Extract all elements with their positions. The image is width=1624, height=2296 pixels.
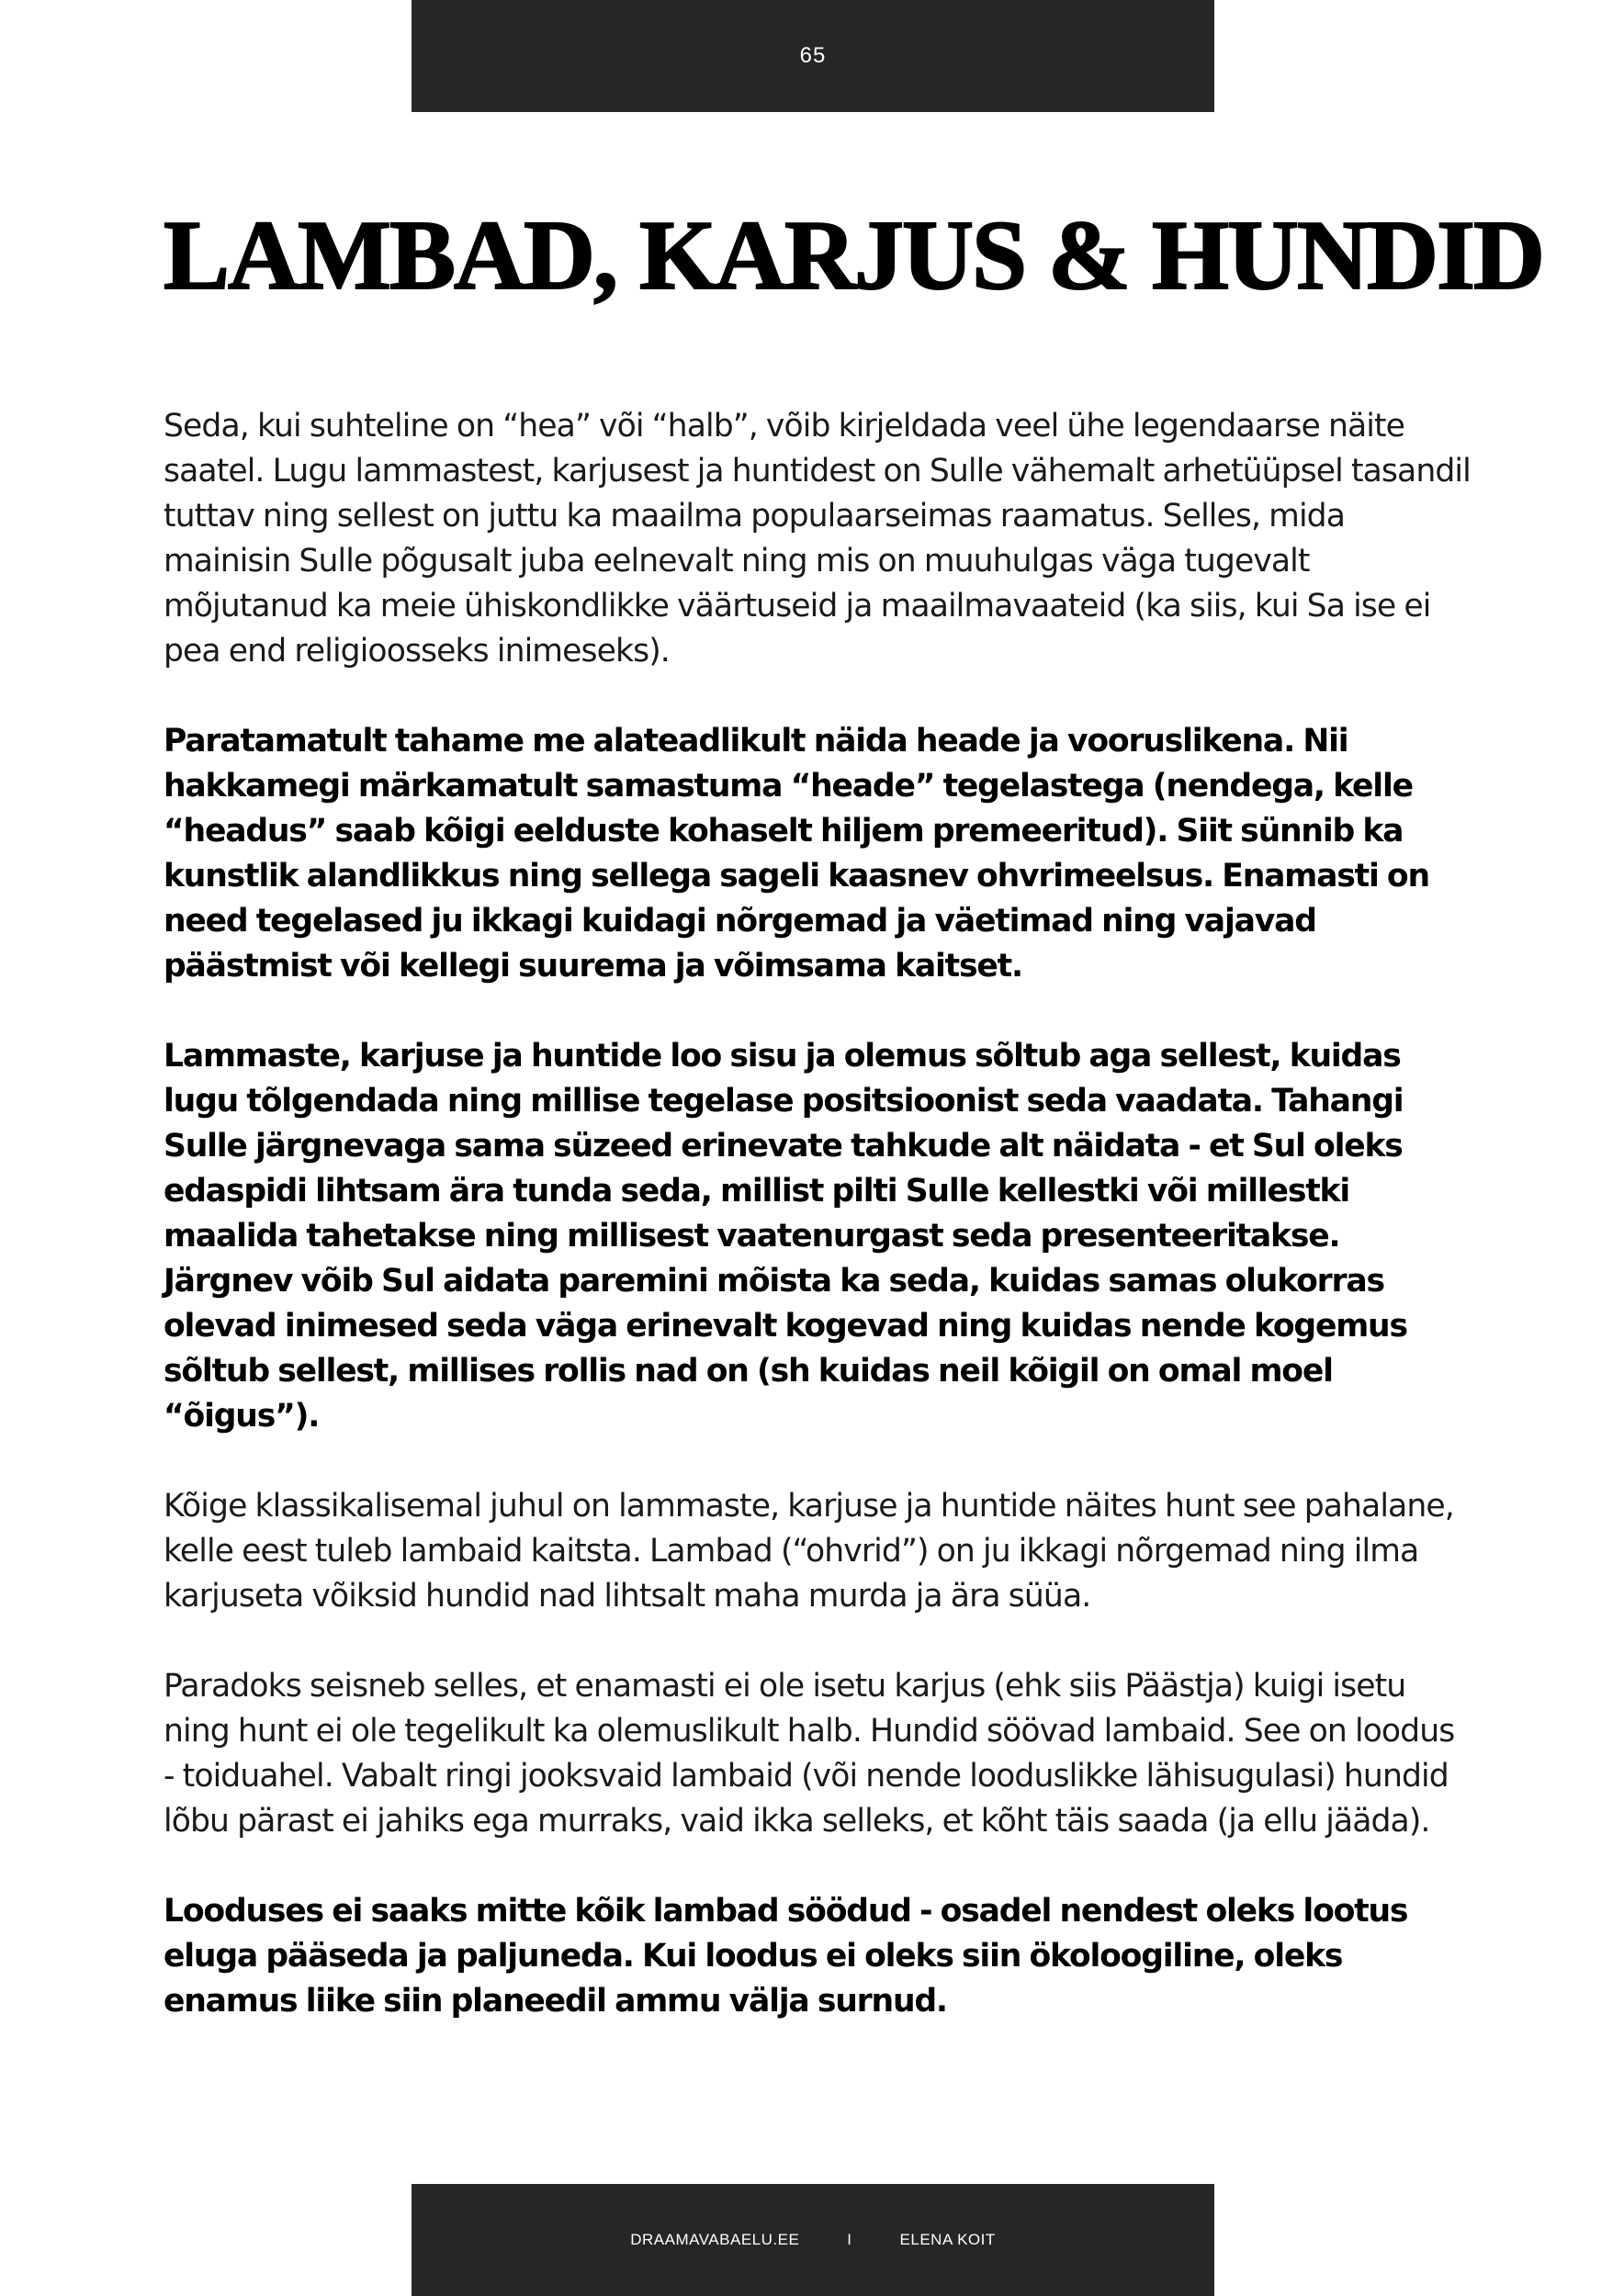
page-title: LAMBAD, KARJUS & HUNDID xyxy=(164,201,1544,310)
article-body xyxy=(164,404,1473,2069)
page-footer-bar xyxy=(412,2184,1214,2296)
paragraph-perspective: Lammaste, karjuse ja huntide loo sisu ja olemus sõltub aga sellest, kuidas lugu tõlgendada ning millise tegelase positsioonist seda vaadata. Tahangi Sulle järgnevaga sama süzeed erinevate tahkude alt näidata - et Sul oleks edaspidi lihtsam ära tunda seda, millist pilti Sulle kellestki või millestki maalida tahetakse ning millisest vaatenurgast seda presenteeritakse. Järgnev võib Sul aidata paremini mõista ka seda, kuidas samas olukorras olevad inimesed seda väga erinevalt kogevad ning kuidas nende kogemus sõltub sellest, millises rollis nad on (sh kuidas neil kõigil on omal moel “õigus”). xyxy=(164,1038,1407,1435)
paragraph-nature: Looduses ei saaks mitte kõik lambad söödud - osadel nendest oleks lootus eluga pääseda ja paljuneda. Kui loodus ei oleks siin ökoloogiline, oleks enamus liike siin planeedil ammu välja surnud. xyxy=(164,1893,1408,2020)
paragraph-virtue: Paratamatult tahame me alateadlikult näida heade ja vooruslikena. Nii hakkamegi märkamatult samastuma “heade” tegelastega (nendega, kelle “headus” saab kõigi eelduste kohaselt hiljem premeeritud). Siit sünnib ka kunstlik alandlikkus ning sellega sageli kaasnev ohvrimeelsus. Enamasti on need tegelased ju ikkagi kuidagi nõrgemad ja väetimad ning vajavad päästmist või kellegi suurema ja võimsama kaitset. xyxy=(164,723,1429,985)
footer-website: DRAAMAVABAELU.EE xyxy=(630,2231,800,2248)
paragraph-intro: Seda, kui suhteline on “hea” või “halb”, võib kirjeldada veel ühe legendaarse näite saatel. Lugu lammastest, karjusest ja huntidest on Sulle vähemalt arhetüüpsel tasandil tuttav ning sellest on juttu ka maailma populaarseimas raamatus. Selles, mida mainisin Sulle põgusalt juba eelnevalt ning mis on muuhulgas väga tugevalt mõjutanud ka meie ühiskondlikke väärtuseid ja maailmavaateid (ka siis, kui Sa ise ei pea end religioosseks inimeseks). xyxy=(164,408,1471,670)
page-number: 65 xyxy=(799,43,827,68)
footer-separator: I xyxy=(847,2231,852,2248)
page-header-bar xyxy=(412,0,1214,112)
paragraph-classic-case: Kõige klassikalisemal juhul on lammaste, karjuse ja huntide näites hunt see pahalane, kelle eest tuleb lambaid kaitsta. Lambad (“ohvrid”) on ju ikkagi nõrgemad ning ilma karjuseta võiksid hundid nad lihtsalt maha murda ja ära süüa. xyxy=(164,1488,1454,1615)
paragraph-paradox: Paradoks seisneb selles, et enamasti ei ole isetu karjus (ehk siis Päästja) kuigi isetu ning hunt ei ole tegelikult ka olemuslikult halb. Hundid söövad lambaid. See on loodus - toiduahel. Vabalt ringi jooksvaid lambaid (või nende looduslikke lähisugulasi) hundid lõbu pärast ei jahiks ega murraks, vaid ikka selleks, et kõht täis saada (ja ellu jääda). xyxy=(164,1668,1455,1840)
footer-author: ELENA KOIT xyxy=(899,2231,996,2248)
